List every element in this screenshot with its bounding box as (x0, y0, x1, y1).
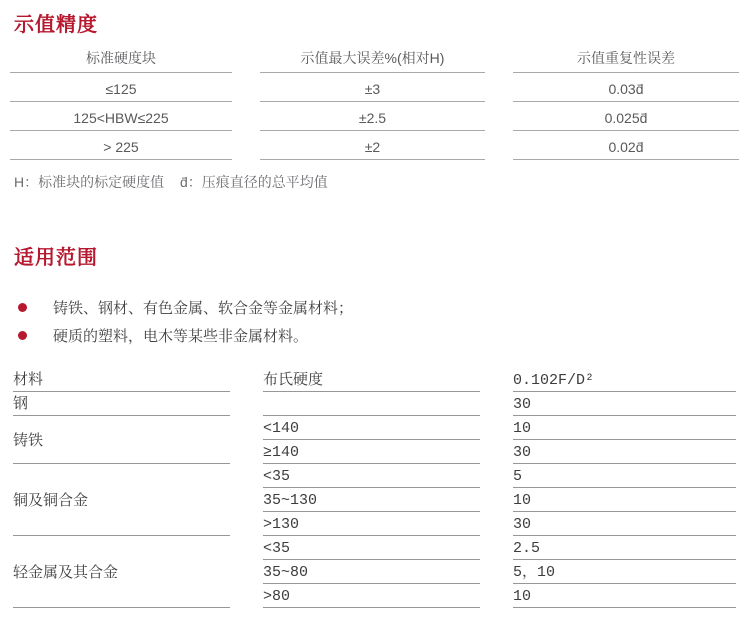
column-header: 布氏硬度 (263, 364, 480, 392)
bullet-text: 铸铁、钢材、有色金属、软合金等金属材料； (53, 299, 354, 317)
table-cell: ≤125 (10, 73, 232, 102)
table-cell: ±3 (260, 73, 485, 102)
ratio-cell: 30 (513, 392, 736, 416)
material-cell: 铸铁 (13, 416, 230, 464)
material-cell: 轻金属及其合金 (13, 536, 230, 608)
table-cell: 0.03d̄ (513, 73, 739, 102)
bullet-icon (18, 303, 27, 312)
hardness-cell: 35~80 (263, 560, 480, 584)
hardness-cell (263, 392, 480, 416)
ratio-cell: 5，10 (513, 560, 736, 584)
ratio-cell: 2.5 (513, 536, 736, 560)
bullet-icon (18, 331, 27, 340)
hardness-cell: 35~130 (263, 488, 480, 512)
list-item (18, 321, 353, 349)
bullet-list (18, 293, 353, 349)
column-header: 示值重复性误差 (513, 50, 739, 73)
footnote-d-definition: d̄：压痕直径的总平均值 (180, 174, 328, 190)
table-cell: 0.02d̄ (513, 131, 739, 160)
application-table (13, 364, 736, 608)
hardness-cell: ≥140 (263, 440, 480, 464)
column-header: 材料 (13, 364, 230, 392)
ratio-cell: 10 (513, 416, 736, 440)
hardness-cell: <35 (263, 536, 480, 560)
hardness-cell: >130 (263, 512, 480, 536)
ratio-cell: 30 (513, 512, 736, 536)
hardness-cell: <140 (263, 416, 480, 440)
section-title-application: 适用范围 (14, 247, 98, 269)
list-item (18, 293, 353, 321)
table-footnote (14, 172, 328, 192)
ratio-cell: 10 (513, 488, 736, 512)
ratio-cell: 5 (513, 464, 736, 488)
column-header: 标准硬度块 (10, 50, 232, 73)
column-header: 0.102F/D² (513, 364, 736, 392)
table-cell: 0.025d̄ (513, 102, 739, 131)
table-cell: ±2 (260, 131, 485, 160)
ratio-cell: 10 (513, 584, 736, 608)
precision-table (10, 50, 739, 160)
bullet-text: 硬质的塑料，电木等某些非金属材料。 (53, 327, 309, 345)
footnote-h-definition: H：标准块的标定硬度值 (14, 174, 165, 190)
section-title-precision: 示值精度 (14, 14, 98, 36)
hardness-cell: <35 (263, 464, 480, 488)
material-cell: 铜及铜合金 (13, 464, 230, 536)
table-cell: ±2.5 (260, 102, 485, 131)
column-header: 示值最大误差%(相对H) (260, 50, 485, 73)
table-cell: > 225 (10, 131, 232, 160)
hardness-cell: >80 (263, 584, 480, 608)
material-cell: 钢 (13, 392, 230, 416)
table-cell: 125<HBW≤225 (10, 102, 232, 131)
ratio-cell: 30 (513, 440, 736, 464)
